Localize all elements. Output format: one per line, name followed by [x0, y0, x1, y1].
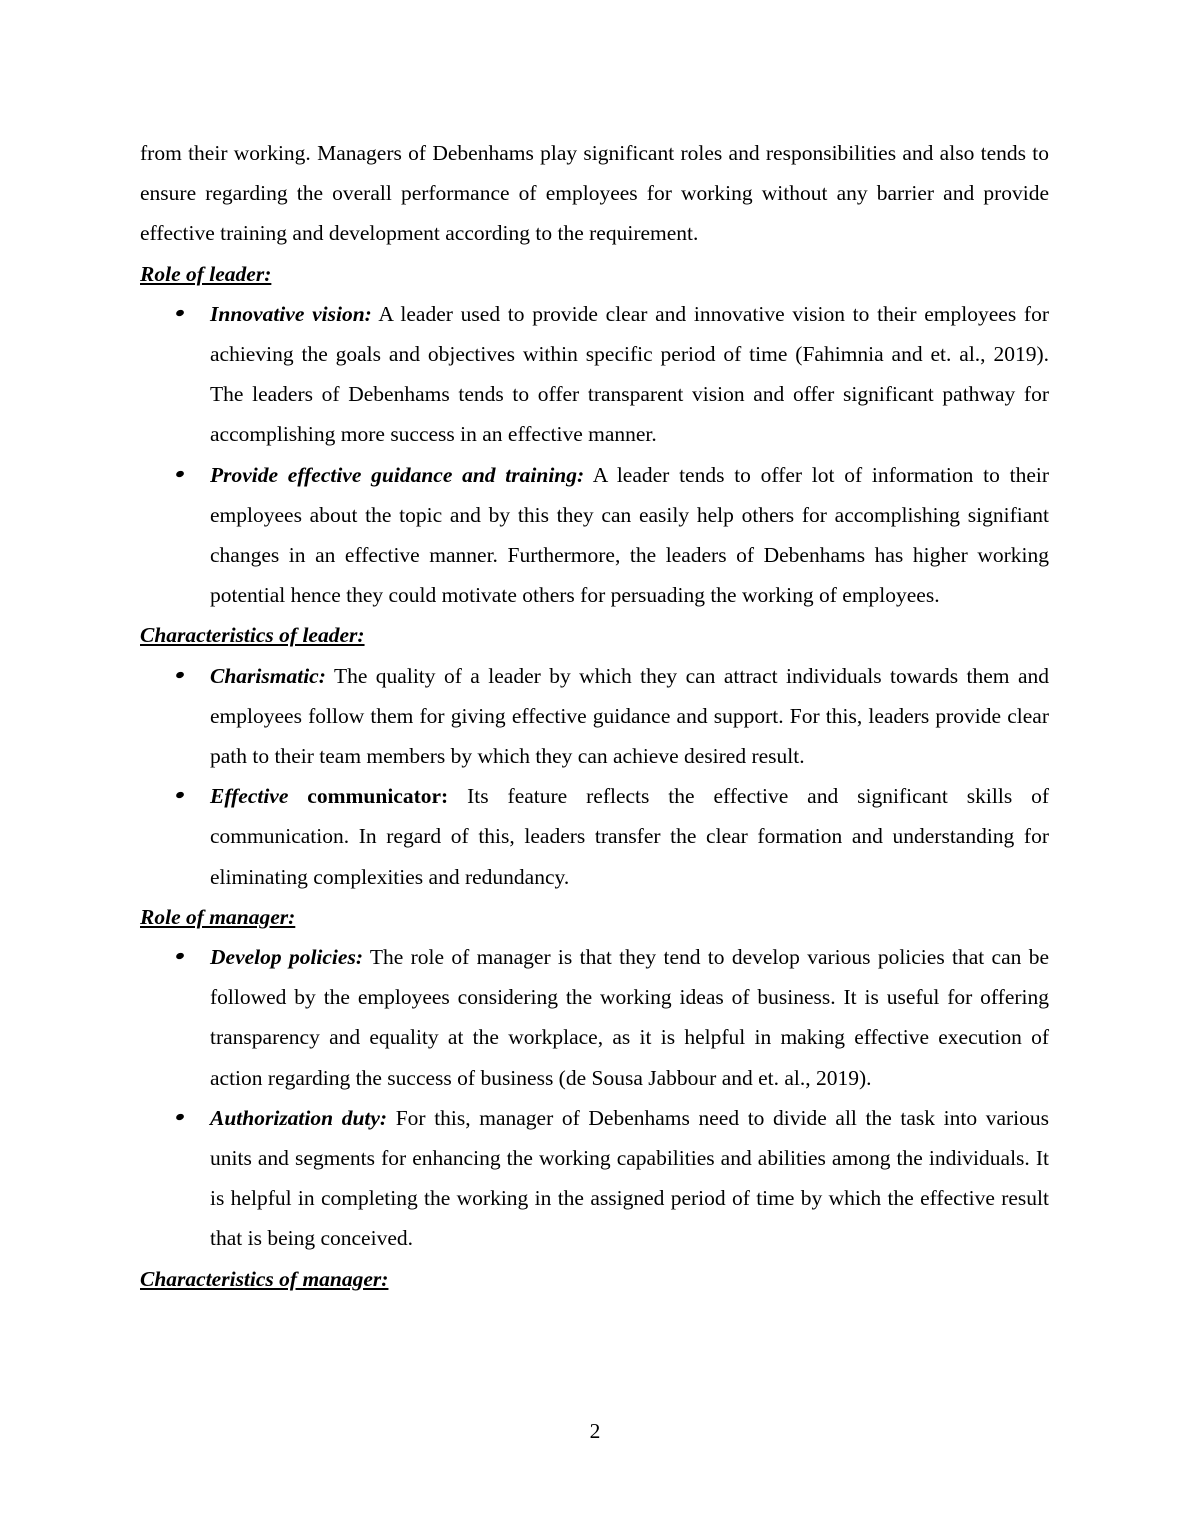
bullet-list-characteristics-of-leader — [140, 656, 1049, 897]
list-item — [140, 656, 1049, 777]
item-text: For this, manager of Debenhams need to divide all the task into various units and segments for enhancing the working capabilities and abilities among the individuals. It is helpful in completing the working in the assigned period of time by which the effective result that is being conceived. — [210, 1105, 1049, 1251]
list-item — [140, 1098, 1049, 1259]
bullet-icon — [175, 952, 185, 960]
section-heading-role-of-leader: Role of leader: — [140, 261, 272, 286]
bullet-icon — [175, 1113, 185, 1121]
item-term: Authorization duty: — [210, 1105, 388, 1130]
bullet-list-role-of-manager — [140, 937, 1049, 1259]
list-item — [140, 294, 1049, 455]
page-number: 2 — [589, 1419, 601, 1443]
intro-paragraph: from their working. Managers of Debenhams play significant roles and responsibilities and also tends to ensure regarding the overall performance of employees for working without any barrier and provide effective training and development according to the requirement. — [140, 141, 1049, 246]
list-item — [140, 776, 1049, 897]
bullet-icon — [175, 791, 185, 799]
list-item — [140, 937, 1049, 1098]
document-body — [140, 133, 1049, 1299]
item-text: A leader used to provide clear and innovative vision to their employees for achieving the goals and objectives within specific period of time (Fahimnia and et. al., 2019). The leaders of Debenhams tends to offer transparent vision and offer significant pathway for accomplishing more success in an effective manner. — [210, 301, 1049, 447]
bullet-list-role-of-leader — [140, 294, 1049, 616]
bullet-icon — [175, 670, 185, 678]
item-text: Its feature reflects the effective and significant skills of communication. In regard of this, leaders transfer the clear formation and understanding for eliminating complexities and redundancy. — [210, 784, 1050, 889]
item-term-upright: communicator: — [288, 784, 449, 809]
item-term: Charismatic: — [210, 663, 326, 688]
item-term: Provide effective guidance and training: — [210, 462, 585, 487]
item-term: Innovative vision: — [210, 301, 372, 326]
section-heading-characteristics-of-leader: Characteristics of leader: — [140, 623, 365, 648]
bullet-icon — [175, 469, 185, 477]
item-text: The quality of a leader by which they can attract individuals towards them and employees follow them for giving effective guidance and support. For this, leaders provide clear path to their team members by which they can achieve desired result. — [210, 663, 1049, 769]
item-text: The role of manager is that they tend to develop various policies that can be followed by the employees considering the working ideas of business. It is useful for offering transparency and equality at the workplace, as it is helpful in making effective execution of action regarding the success of business (de Sousa Jabbour and et. al., 2019). — [210, 945, 1049, 1090]
item-text: A leader tends to offer lot of information to their employees about the topic and by this they can easily help others for accomplishing signifiant changes in an effective manner. Furthermore, the leaders of Debenhams has higher working potential hence they could motivate others for persuading the working of employees. — [210, 462, 1049, 608]
list-item — [140, 455, 1049, 616]
item-term: Effective — [210, 784, 289, 809]
bullet-icon — [175, 309, 185, 317]
section-heading-role-of-manager: Role of manager: — [140, 904, 296, 929]
section-heading-characteristics-of-manager: Characteristics of manager: — [140, 1266, 389, 1291]
item-term: Develop policies: — [210, 945, 363, 970]
